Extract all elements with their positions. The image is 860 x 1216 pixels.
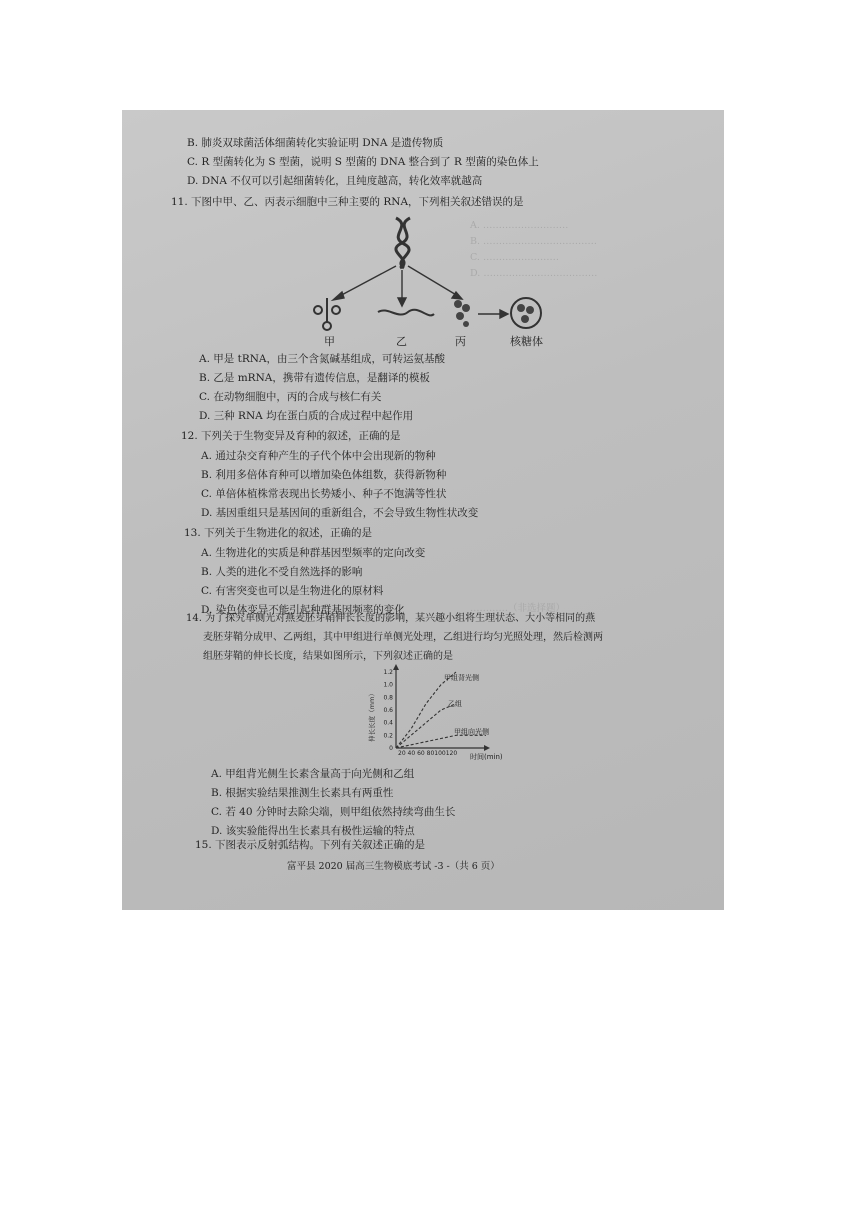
q11-option-d: D. 三种 RNA 均在蛋白质的合成过程中起作用: [199, 410, 414, 422]
q14-stem-line3: 组胚芽鞘的伸长长度，结果如图所示，下列叙述正确的是: [203, 651, 453, 662]
q14-stem-line2: 麦胚芽鞘分成甲、乙两组，其中甲组进行单侧光处理，乙组进行均匀光照处理，然后检测两: [203, 632, 603, 643]
chart-xlabel: 时间(min): [470, 753, 503, 761]
trna-icon: [314, 298, 340, 330]
q15-stem: 15. 下图表示反射弧结构。下列有关叙述正确的是: [195, 839, 426, 851]
q13-option-c: C. 有害突变也可以是生物进化的原材料: [201, 585, 384, 597]
q13-stem: 13. 下列关于生物进化的叙述，正确的是: [184, 527, 373, 539]
y-tick-label: 0.4: [383, 719, 393, 727]
q12-option-c: C. 单倍体植株常表现出长势矮小、种子不饱满等性状: [201, 488, 447, 500]
q12-option-a: A. 通过杂交育种产生的子代个体中会出现新的物种: [201, 450, 436, 462]
label-bing: 丙: [455, 335, 466, 348]
chart-ylabel: 伸长长度（mm）: [368, 690, 376, 742]
y-tick-label: 0: [389, 745, 393, 752]
q14-option-d: D. 该实验能得出生长素具有极性运输的特点: [211, 825, 415, 837]
label-ribosome: 核糖体: [510, 335, 543, 348]
y-tick-label: 1.2: [383, 669, 393, 676]
y-tick-label: 0.8: [383, 694, 393, 702]
bleed-through-text: B. ………………………………: [470, 236, 598, 247]
q12-option-b: B. 利用多倍体育种可以增加染色体组数，获得新物种: [201, 469, 447, 481]
q14-option-a: A. 甲组背光侧生长素含量高于向光侧和乙组: [211, 768, 415, 780]
label-jia: 甲: [324, 335, 335, 348]
q10-option-c: C. R 型菌转化为 S 型菌，说明 S 型菌的 DNA 整合到了 R 型菌的染色体上: [187, 156, 539, 168]
legend-lit: 甲组向光侧: [454, 728, 489, 736]
ribosome-icon: [511, 298, 541, 328]
x-axis-arrow: [484, 745, 490, 751]
y-tick-label: 1.0: [383, 681, 393, 689]
series-line-0: [396, 672, 456, 748]
q11-option-a: A. 甲是 tRNA，由三个含氮碱基组成，可转运氨基酸: [199, 353, 445, 365]
y-tick-label: 0.6: [383, 707, 393, 714]
q12-option-d: D. 基因重组只是基因间的重新组合，不会导致生物性状改变: [201, 507, 479, 519]
y-tick-label: 0.2: [383, 732, 393, 740]
rrna-icon: [454, 300, 470, 327]
y-axis-arrow: [393, 664, 399, 670]
page-footer: 富平县 2020 届高三生物模底考试 -3 -（共 6 页）: [287, 861, 500, 872]
q13-option-d: D. 染色体变异不能引起种群基因频率的变化: [201, 604, 405, 616]
q14-option-c: C. 若 40 分钟时去除尖端，则甲组依然持续弯曲生长: [211, 806, 456, 818]
q10-option-d: D. DNA 不仅可以引起细菌转化，且纯度越高，转化效率就越高: [187, 175, 483, 187]
label-yi: 乙: [396, 335, 407, 348]
chart-x-ticks: 20 40 60 80100120: [398, 750, 458, 757]
q14-stem-line1: 14. 为了探究单侧光对燕麦胚芽鞘伸长长度的影响，某兴趣小组将生理状态、大小等相同的燕: [186, 613, 596, 624]
q13-option-b: B. 人类的进化不受自然选择的影响: [201, 566, 363, 578]
bleed-through-text: D. ………………………………: [470, 268, 598, 279]
q14-option-b: B. 根据实验结果推测生长素具有两重性: [211, 787, 394, 799]
bleed-through-text: …………（非选择题）: [470, 603, 566, 614]
mrna-strand-icon: [378, 310, 434, 316]
q13-option-a: A. 生物进化的实质是种群基因型频率的定向改变: [201, 547, 426, 559]
q11-option-b: B. 乙是 mRNA，携带有遗传信息，是翻译的模板: [199, 372, 430, 384]
q11-option-c: C. 在动物细胞中，丙的合成与核仁有关: [199, 391, 382, 403]
legend-backlit: 甲组背光侧: [444, 674, 479, 682]
bleed-through-text: C. ……………………: [470, 252, 559, 263]
q14-growth-chart: [362, 660, 532, 772]
q10-option-b: B. 肺炎双球菌活体细菌转化实验证明 DNA 是遗传物质: [187, 137, 444, 149]
arrows: [333, 266, 508, 318]
legend-yi: 乙组: [448, 700, 462, 708]
bleed-through-text: A. ………………………: [470, 220, 569, 231]
q12-stem: 12. 下列关于生物变异及育种的叙述，正确的是: [181, 430, 401, 442]
q11-stem: 11. 下图中甲、乙、丙表示细胞中三种主要的 RNA，下列相关叙述错误的是: [171, 196, 524, 208]
rna-figure: [300, 212, 560, 352]
dna-helix-icon: [396, 218, 410, 268]
y-tick-labels: [383, 669, 393, 752]
series-layer: [396, 672, 486, 748]
